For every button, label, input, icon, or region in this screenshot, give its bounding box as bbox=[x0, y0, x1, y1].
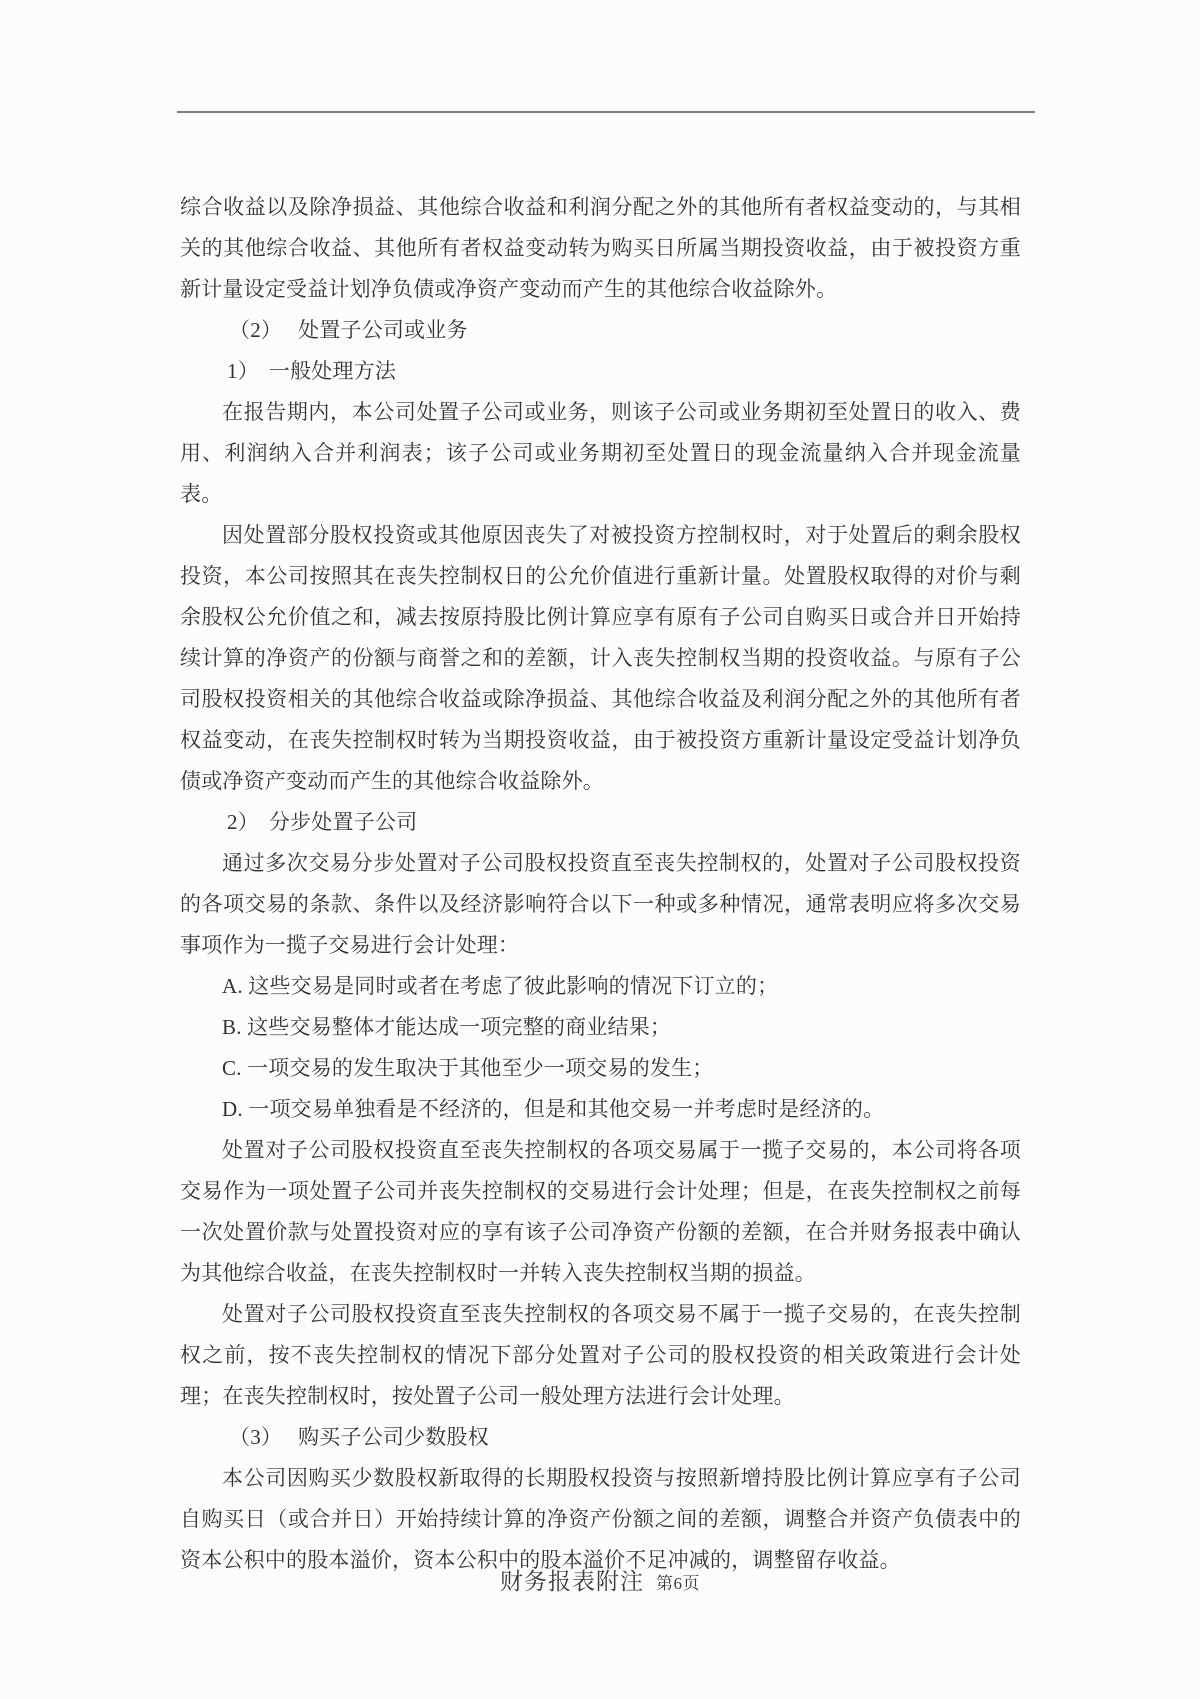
footer-page-number: 第6页 bbox=[656, 1574, 700, 1593]
heading-label: 2） bbox=[227, 810, 259, 834]
heading-label: （3） bbox=[229, 1425, 283, 1449]
paragraph: 通过多次交易分步处置对子公司股权投资直至丧失控制权的，处置对子公司股权投资的各项交易的条款、条件以及经济影响符合以下一种或多种情况，通常表明应将多次交易事项作为一揽子交易进行会计处理： bbox=[180, 851, 1021, 957]
heading-text: 处置子公司或业务 bbox=[298, 318, 468, 342]
heading-text: 购买子公司少数股权 bbox=[298, 1425, 489, 1449]
heading-label: 1） bbox=[227, 359, 259, 383]
sub-heading bbox=[180, 802, 1021, 843]
list-item: D. 一项交易单独看是不经济的，但是和其他交易一并考虑时是经济的。 bbox=[222, 1097, 885, 1121]
page-footer bbox=[0, 1563, 1200, 1596]
paragraph: 在报告期内，本公司处置子公司或业务，则该子公司或业务期初至处置日的收入、费用、利润纳入合并利润表；该子公司或业务期初至处置日的现金流量纳入合并现金流量表。 bbox=[180, 400, 1021, 506]
paragraph: 综合收益以及除净损益、其他综合收益和利润分配之外的其他所有者权益变动的，与其相关的其他综合收益、其他所有者权益变动转为购买日所属当期投资收益，由于被投资方重新计量设定受益计划净负债或净资产变动而产生的其他综合收益除外。 bbox=[180, 195, 1021, 301]
section-heading bbox=[180, 1417, 1021, 1458]
heading-text: 一般处理方法 bbox=[268, 359, 397, 383]
paragraph: 因处置部分股权投资或其他原因丧失了对被投资方控制权时，对于处置后的剩余股权投资，本公司按照其在丧失控制权日的公允价值进行重新计量。处置股权取得的对价与剩余股权公允价值之和，减去按原持股比例计算应享有原有子公司自购买日或合并日开始持续计算的净资产的份额与商誉之和的差额，计入丧失控制权当期的投资收益。与原有子公司股权投资相关的其他综合收益或除净损益、其他综合收益及利润分配之外的其他所有者权益变动，在丧失控制权时转为当期投资收益，由于被投资方重新计量设定受益计划净负债或净资产变动而产生的其他综合收益除外。 bbox=[180, 523, 1021, 793]
paragraph: 处置对子公司股权投资直至丧失控制权的各项交易属于一揽子交易的，本公司将各项交易作为一项处置子公司并丧失控制权的交易进行会计处理；但是，在丧失控制权之前每一次处置价款与处置投资对应的享有该子公司净资产份额的差额，在合并财务报表中确认为其他综合收益，在丧失控制权时一并转入丧失控制权当期的损益。 bbox=[180, 1138, 1021, 1285]
section-heading bbox=[180, 310, 1021, 351]
header-rule bbox=[177, 111, 1035, 113]
paragraph: 处置对子公司股权投资直至丧失控制权的各项交易不属于一揽子交易的，在丧失控制权之前，按不丧失控制权的情况下部分处置对子公司的股权投资的相关政策进行会计处理；在丧失控制权时，按处置子公司一般处理方法进行会计处理。 bbox=[180, 1302, 1021, 1408]
heading-text: 分步处置子公司 bbox=[268, 810, 418, 834]
list-item: B. 这些交易整体才能达成一项完整的商业结果； bbox=[222, 1015, 672, 1039]
document-body bbox=[180, 187, 1021, 1581]
sub-heading bbox=[180, 351, 1021, 392]
heading-label: （2） bbox=[229, 318, 283, 342]
list-item: C. 一项交易的发生取决于其他至少一项交易的发生； bbox=[222, 1056, 714, 1080]
paragraph: 本公司因购买少数股权新取得的长期股权投资与按照新增持股比例计算应享有子公司自购买日（或合并日）开始持续计算的净资产份额之间的差额，调整合并资产负债表中的资本公积中的股本溢价，资本公积中的股本溢价不足冲减的，调整留存收益。 bbox=[180, 1466, 1021, 1572]
footer-title: 财务报表附注 bbox=[500, 1569, 644, 1594]
list-item: A. 这些交易是同时或者在考虑了彼此影响的情况下订立的； bbox=[222, 974, 779, 998]
